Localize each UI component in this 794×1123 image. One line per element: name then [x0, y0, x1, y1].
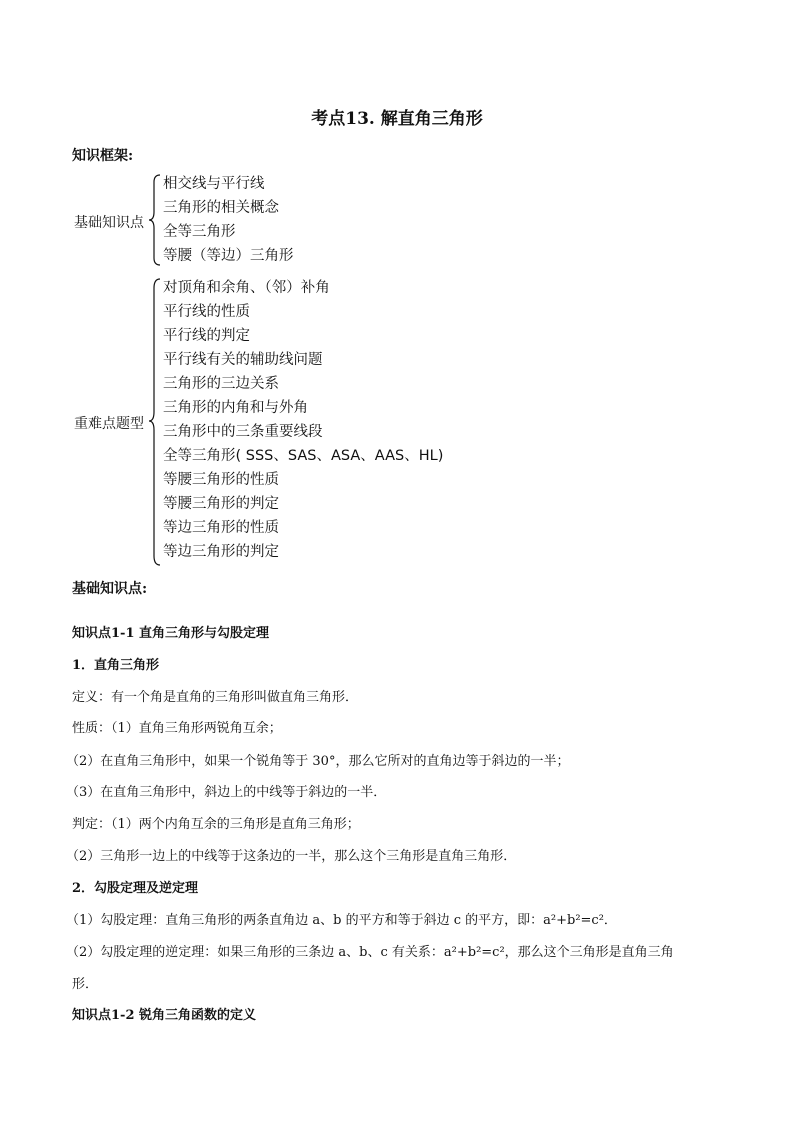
key-item: 全等三角形( SSS、SAS、ASA、AAS、HL) [163, 448, 444, 464]
definition-text: 定义：有一个角是直角的三角形叫做直角三角形． [72, 690, 359, 705]
key-brace [148, 278, 162, 566]
right-triangle-heading: 1．直角三角形 [72, 658, 160, 673]
key-list [163, 276, 443, 564]
key-item: 等边三角形的性质 [163, 520, 279, 536]
basic-item: 全等三角形 [163, 224, 236, 240]
pythagoras-converse-tail: 形． [72, 977, 99, 992]
property-2-text: （2）在直角三角形中，如果一个锐角等于 30°，那么它所对的直角边等于斜边的一半； [66, 754, 570, 769]
basic-label: 基础知识点 [74, 215, 144, 231]
property-3-text: （3）在直角三角形中，斜边上的中线等于斜边的一半． [66, 785, 387, 800]
pythagoras-converse-text: （2）勾股定理的逆定理：如果三角形的三条边 a、b、c 有关系：a²+b²=c²，那么这个三角形是直角三角 [66, 945, 674, 960]
key-label: 重难点题型 [74, 416, 144, 432]
basic-item: 相交线与平行线 [163, 176, 265, 192]
basic-item: 三角形的相关概念 [163, 200, 279, 216]
page-title: 考点13. 解直角三角形 [311, 109, 483, 129]
basic-item: 等腰（等边）三角形 [163, 248, 294, 264]
basic-list [163, 172, 294, 268]
key-item: 等腰三角形的性质 [163, 472, 279, 488]
basics-heading: 基础知识点: [72, 581, 148, 597]
key-item: 等边三角形的判定 [163, 544, 279, 560]
kp1-1-heading: 知识点1-1 直角三角形与勾股定理 [72, 626, 270, 641]
property-1-text: 性质：（1）直角三角形两锐角互余； [72, 721, 282, 736]
pythagoras-heading: 2．勾股定理及逆定理 [72, 881, 199, 896]
key-item: 等腰三角形的判定 [163, 496, 279, 512]
key-item: 平行线的性质 [163, 304, 250, 320]
kp1-2-heading: 知识点1-2 锐角三角函数的定义 [72, 1008, 257, 1023]
basic-brace [148, 174, 162, 266]
key-item: 平行线的判定 [163, 328, 250, 344]
key-item: 三角形的三边关系 [163, 376, 279, 392]
pythagoras-theorem-text: （1）勾股定理：直角三角形的两条直角边 a、b 的平方和等于斜边 c 的平方，即：a²+b²=c²． [66, 913, 617, 928]
judge-1-text: 判定：（1）两个内角互余的三角形是直角三角形； [72, 817, 360, 832]
key-item: 对顶角和余角、（邻）补角 [163, 280, 330, 296]
framework-heading: 知识框架: [72, 148, 134, 164]
judge-2-text: （2）三角形一边上的中线等于这条边的一半，那么这个三角形是直角三角形． [66, 849, 517, 864]
key-item: 平行线有关的辅助线问题 [163, 352, 323, 368]
key-item: 三角形的内角和与外角 [163, 400, 308, 416]
key-item: 三角形中的三条重要线段 [163, 424, 323, 440]
